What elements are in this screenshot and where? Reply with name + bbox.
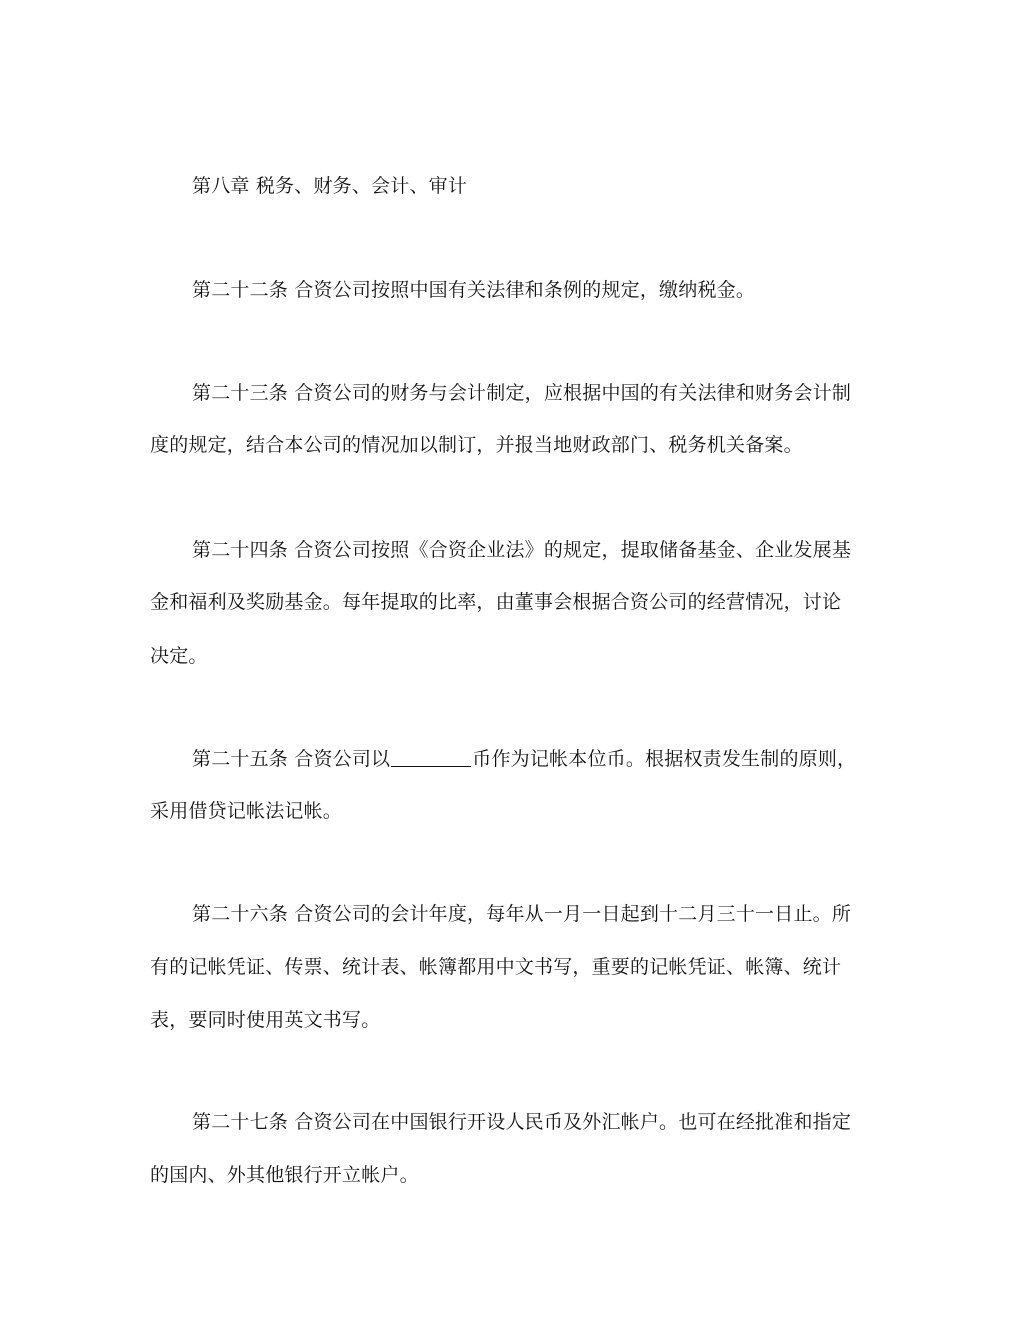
article-25-line-2: 采用借贷记帐法记帐。	[150, 800, 343, 822]
article-23-line-1: 第二十三条 合资公司的财务与会计制定，应根据中国的有关法律和财务会计制	[192, 382, 852, 404]
article-25-line-1	[192, 745, 880, 773]
article-22-line-1: 第二十二条 合资公司按照中国有关法律和条例的规定，缴纳税金。	[192, 279, 756, 301]
article-25-text-after-blank: 币作为记帐本位币。根据权责发生制的原则，	[472, 748, 857, 770]
article-27-line-2: 的国内、外其他银行开立帐户。	[150, 1164, 419, 1186]
article-27-line-1: 第二十七条 合资公司在中国银行开设人民币及外汇帐户。也可在经批准和指定	[192, 1111, 852, 1133]
article-24-line-1: 第二十四条 合资公司按照《合资企业法》的规定，提取储备基金、企业发展基	[192, 539, 852, 561]
article-26-line-2: 有的记帐凭证、传票、统计表、帐簿都用中文书写，重要的记帐凭证、帐簿、统计	[150, 956, 842, 978]
article-26-line-3: 表，要同时使用英文书写。	[150, 1009, 381, 1031]
chapter-title: 第八章 税务、财务、会计、审计	[192, 175, 468, 197]
article-23-line-2: 度的规定，结合本公司的情况加以制订，并报当地财政部门、税务机关备案。	[150, 434, 803, 456]
currency-blank-underline	[391, 746, 471, 767]
article-26-line-1: 第二十六条 合资公司的会计年度，每年从一月一日起到十二月三十一日止。所	[192, 903, 852, 925]
article-25-text-before-blank: 第二十五条 合资公司以	[192, 748, 391, 770]
article-24-line-3: 决定。	[150, 645, 208, 667]
article-24-line-2: 金和福利及奖励基金。每年提取的比率，由董事会根据合资公司的经营情况，讨论	[150, 591, 842, 613]
